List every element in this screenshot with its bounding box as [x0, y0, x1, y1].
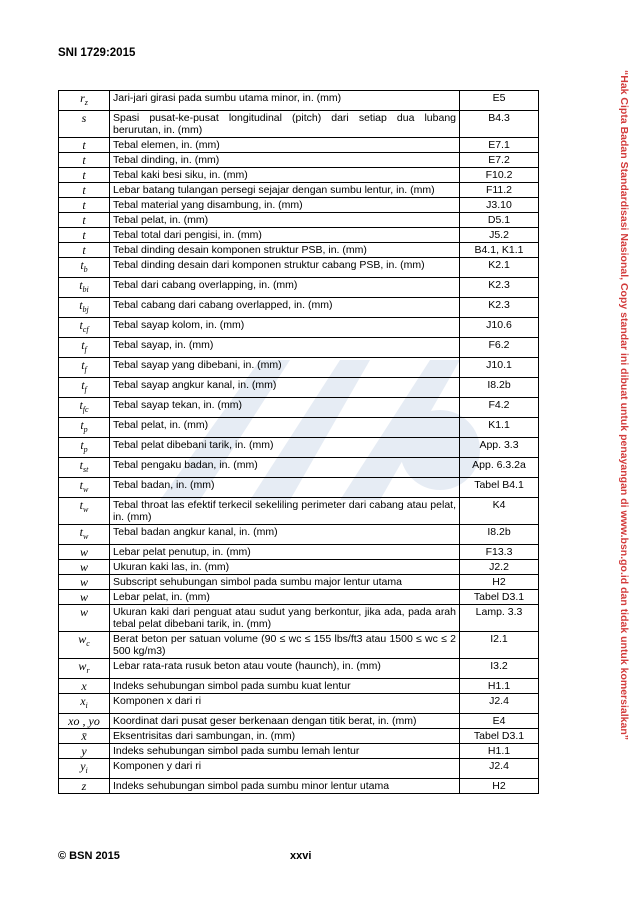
symbol-cell: t — [59, 213, 110, 228]
footer-copyright: © BSN 2015 — [58, 850, 120, 862]
table-row — [59, 560, 539, 575]
reference-cell: Lamp. 3.3 — [460, 605, 539, 632]
table-row — [59, 228, 539, 243]
reference-cell: J10.6 — [460, 318, 539, 338]
description-cell: Tebal dinding, in. (mm) — [110, 153, 460, 168]
symbol-cell: $w_c$ — [59, 632, 110, 659]
copyright-notice: “Hak Cipta Badan Standardisasi Nasional, Copy standar ini dibuat untuk penayangan di www.bsn.go.id dan tidak untuk komersialkan” — [618, 70, 630, 740]
reference-cell: J2.4 — [460, 759, 539, 779]
symbol-cell: xo , yo — [59, 714, 110, 729]
description-cell: Tebal pelat, in. (mm) — [110, 213, 460, 228]
symbol-cell: t — [59, 198, 110, 213]
symbol-cell: s — [59, 111, 110, 138]
reference-cell: F13.3 — [460, 545, 539, 560]
reference-cell: K2.3 — [460, 278, 539, 298]
description-cell: Indeks sehubungan simbol pada sumbu kuat lentur — [110, 679, 460, 694]
symbol-cell: $t_w$ — [59, 478, 110, 498]
table-row — [59, 498, 539, 525]
symbol-cell: w — [59, 545, 110, 560]
reference-cell: F6.2 — [460, 338, 539, 358]
symbol-cell: $t_{fc}$ — [59, 398, 110, 418]
symbol-table — [58, 90, 539, 794]
symbol-cell: $y_i$ — [59, 759, 110, 779]
symbol-cell: t — [59, 228, 110, 243]
description-cell: Indeks sehubungan simbol pada sumbu minor lentur utama — [110, 779, 460, 794]
description-cell: Ukuran kaki dari penguat atau sudut yang berkontur, jika ada, pada arah tebal pelat dibebani tarik, in. (mm) — [110, 605, 460, 632]
description-cell: Lebar pelat penutup, in. (mm) — [110, 545, 460, 560]
table-row — [59, 744, 539, 759]
table-row — [59, 213, 539, 228]
table-row — [59, 714, 539, 729]
table-row — [59, 729, 539, 744]
table-row — [59, 659, 539, 679]
reference-cell: H2 — [460, 779, 539, 794]
reference-cell: H1.1 — [460, 679, 539, 694]
symbol-cell: $t_f$ — [59, 378, 110, 398]
description-cell: Eksentrisitas dari sambungan, in. (mm) — [110, 729, 460, 744]
table-row — [59, 278, 539, 298]
symbol-cell: $t_{bi}$ — [59, 278, 110, 298]
table-row — [59, 575, 539, 590]
table-row — [59, 398, 539, 418]
reference-cell: D5.1 — [460, 213, 539, 228]
description-cell: Tebal dinding desain komponen struktur PSB, in. (mm) — [110, 243, 460, 258]
symbol-cell: $t_{cf}$ — [59, 318, 110, 338]
description-cell: Ukuran kaki las, in. (mm) — [110, 560, 460, 575]
symbol-cell: $r_z$ — [59, 91, 110, 111]
table-row — [59, 243, 539, 258]
description-cell: Jari-jari girasi pada sumbu utama minor, in. (mm) — [110, 91, 460, 111]
description-cell: Indeks sehubungan simbol pada sumbu lemah lentur — [110, 744, 460, 759]
description-cell: Tebal badan angkur kanal, in. (mm) — [110, 525, 460, 545]
symbol-cell: x̄ — [59, 729, 110, 744]
description-cell: Tebal dinding desain dari komponen struktur cabang PSB, in. (mm) — [110, 258, 460, 278]
reference-cell: J5.2 — [460, 228, 539, 243]
table-row — [59, 779, 539, 794]
description-cell: Tebal pelat dibebani tarik, in. (mm) — [110, 438, 460, 458]
reference-cell: H2 — [460, 575, 539, 590]
description-cell: Tebal pelat, in. (mm) — [110, 418, 460, 438]
table-row — [59, 168, 539, 183]
table-row — [59, 605, 539, 632]
symbol-cell: t — [59, 138, 110, 153]
symbol-cell: $t_f$ — [59, 338, 110, 358]
reference-cell: Tabel D3.1 — [460, 590, 539, 605]
reference-cell: B4.3 — [460, 111, 539, 138]
symbol-cell: t — [59, 153, 110, 168]
table-row — [59, 378, 539, 398]
description-cell: Tebal sayap yang dibebani, in. (mm) — [110, 358, 460, 378]
symbol-cell: t — [59, 168, 110, 183]
reference-cell: Tabel B4.1 — [460, 478, 539, 498]
description-cell: Komponen x dari ri — [110, 694, 460, 714]
reference-cell: Tabel D3.1 — [460, 729, 539, 744]
symbol-cell: t — [59, 183, 110, 198]
page-header: SNI 1729:2015 — [58, 47, 136, 59]
symbol-cell: w — [59, 560, 110, 575]
reference-cell: K1.1 — [460, 418, 539, 438]
reference-cell: E4 — [460, 714, 539, 729]
symbol-cell: $t_{st}$ — [59, 458, 110, 478]
table-row — [59, 318, 539, 338]
symbol-cell: $t_b$ — [59, 258, 110, 278]
symbol-cell: w — [59, 605, 110, 632]
table-row — [59, 91, 539, 111]
reference-cell: K4 — [460, 498, 539, 525]
table-row — [59, 458, 539, 478]
reference-cell: F10.2 — [460, 168, 539, 183]
table-row — [59, 632, 539, 659]
reference-cell: J10.1 — [460, 358, 539, 378]
description-cell: Lebar pelat, in. (mm) — [110, 590, 460, 605]
reference-cell: I2.1 — [460, 632, 539, 659]
table-row — [59, 138, 539, 153]
description-cell: Koordinat dari pusat geser berkenaan dengan titik berat, in. (mm) — [110, 714, 460, 729]
symbol-cell: $w_r$ — [59, 659, 110, 679]
description-cell: Tebal material yang disambung, in. (mm) — [110, 198, 460, 213]
symbol-cell: t — [59, 243, 110, 258]
symbol-cell: w — [59, 575, 110, 590]
reference-cell: B4.1, K1.1 — [460, 243, 539, 258]
reference-cell: E5 — [460, 91, 539, 111]
page-number: xxvi — [290, 850, 312, 862]
description-cell: Tebal total dari pengisi, in. (mm) — [110, 228, 460, 243]
reference-cell: E7.1 — [460, 138, 539, 153]
reference-cell: J2.4 — [460, 694, 539, 714]
reference-cell: H1.1 — [460, 744, 539, 759]
description-cell: Tebal sayap, in. (mm) — [110, 338, 460, 358]
symbol-cell: w — [59, 590, 110, 605]
table-row — [59, 198, 539, 213]
description-cell: Tebal sayap kolom, in. (mm) — [110, 318, 460, 338]
table-row — [59, 694, 539, 714]
table-row — [59, 590, 539, 605]
table-row — [59, 358, 539, 378]
reference-cell: I3.2 — [460, 659, 539, 679]
reference-cell: App. 3.3 — [460, 438, 539, 458]
symbol-cell: $t_p$ — [59, 418, 110, 438]
table-row — [59, 338, 539, 358]
description-cell: Tebal sayap tekan, in. (mm) — [110, 398, 460, 418]
table-row — [59, 679, 539, 694]
reference-cell: App. 6.3.2a — [460, 458, 539, 478]
table-row — [59, 183, 539, 198]
symbol-cell: y — [59, 744, 110, 759]
reference-cell: K2.1 — [460, 258, 539, 278]
symbol-cell: $t_f$ — [59, 358, 110, 378]
reference-cell: F11.2 — [460, 183, 539, 198]
table-row — [59, 759, 539, 779]
reference-cell: J2.2 — [460, 560, 539, 575]
description-cell: Lebar rata-rata rusuk beton atau voute (haunch), in. (mm) — [110, 659, 460, 679]
description-cell: Tebal cabang dari cabang overlapped, in. (mm) — [110, 298, 460, 318]
description-cell: Tebal elemen, in. (mm) — [110, 138, 460, 153]
table-row — [59, 438, 539, 458]
symbol-cell: x — [59, 679, 110, 694]
symbol-cell: z — [59, 779, 110, 794]
description-cell: Komponen y dari ri — [110, 759, 460, 779]
description-cell: Lebar batang tulangan persegi sejajar dengan sumbu lentur, in. (mm) — [110, 183, 460, 198]
description-cell: Tebal sayap angkur kanal, in. (mm) — [110, 378, 460, 398]
reference-cell: I8.2b — [460, 378, 539, 398]
symbol-cell: $t_w$ — [59, 498, 110, 525]
table-row — [59, 525, 539, 545]
table-row — [59, 418, 539, 438]
description-cell: Tebal badan, in. (mm) — [110, 478, 460, 498]
table-row — [59, 298, 539, 318]
description-cell: Tebal dari cabang overlapping, in. (mm) — [110, 278, 460, 298]
table-row — [59, 478, 539, 498]
table-row — [59, 258, 539, 278]
symbol-cell: $x_i$ — [59, 694, 110, 714]
table-row — [59, 153, 539, 168]
description-cell: Tebal kaki besi siku, in. (mm) — [110, 168, 460, 183]
reference-cell: J3.10 — [460, 198, 539, 213]
description-cell: Tebal pengaku badan, in. (mm) — [110, 458, 460, 478]
symbol-cell: $t_w$ — [59, 525, 110, 545]
table-row — [59, 545, 539, 560]
description-cell: Tebal throat las efektif terkecil sekeliling perimeter dari cabang atau pelat, in. (mm) — [110, 498, 460, 525]
symbol-cell: $t_{bj}$ — [59, 298, 110, 318]
reference-cell: E7.2 — [460, 153, 539, 168]
reference-cell: F4.2 — [460, 398, 539, 418]
symbol-cell: $t_p$ — [59, 438, 110, 458]
table-row — [59, 111, 539, 138]
description-cell: Berat beton per satuan volume (90 ≤ wc ≤ 155 lbs/ft3 atau 1500 ≤ wc ≤ 2 500 kg/m3) — [110, 632, 460, 659]
reference-cell: K2.3 — [460, 298, 539, 318]
reference-cell: I8.2b — [460, 525, 539, 545]
description-cell: Spasi pusat-ke-pusat longitudinal (pitch) dari setiap dua lubang berurutan, in. (mm) — [110, 111, 460, 138]
description-cell: Subscript sehubungan simbol pada sumbu major lentur utama — [110, 575, 460, 590]
